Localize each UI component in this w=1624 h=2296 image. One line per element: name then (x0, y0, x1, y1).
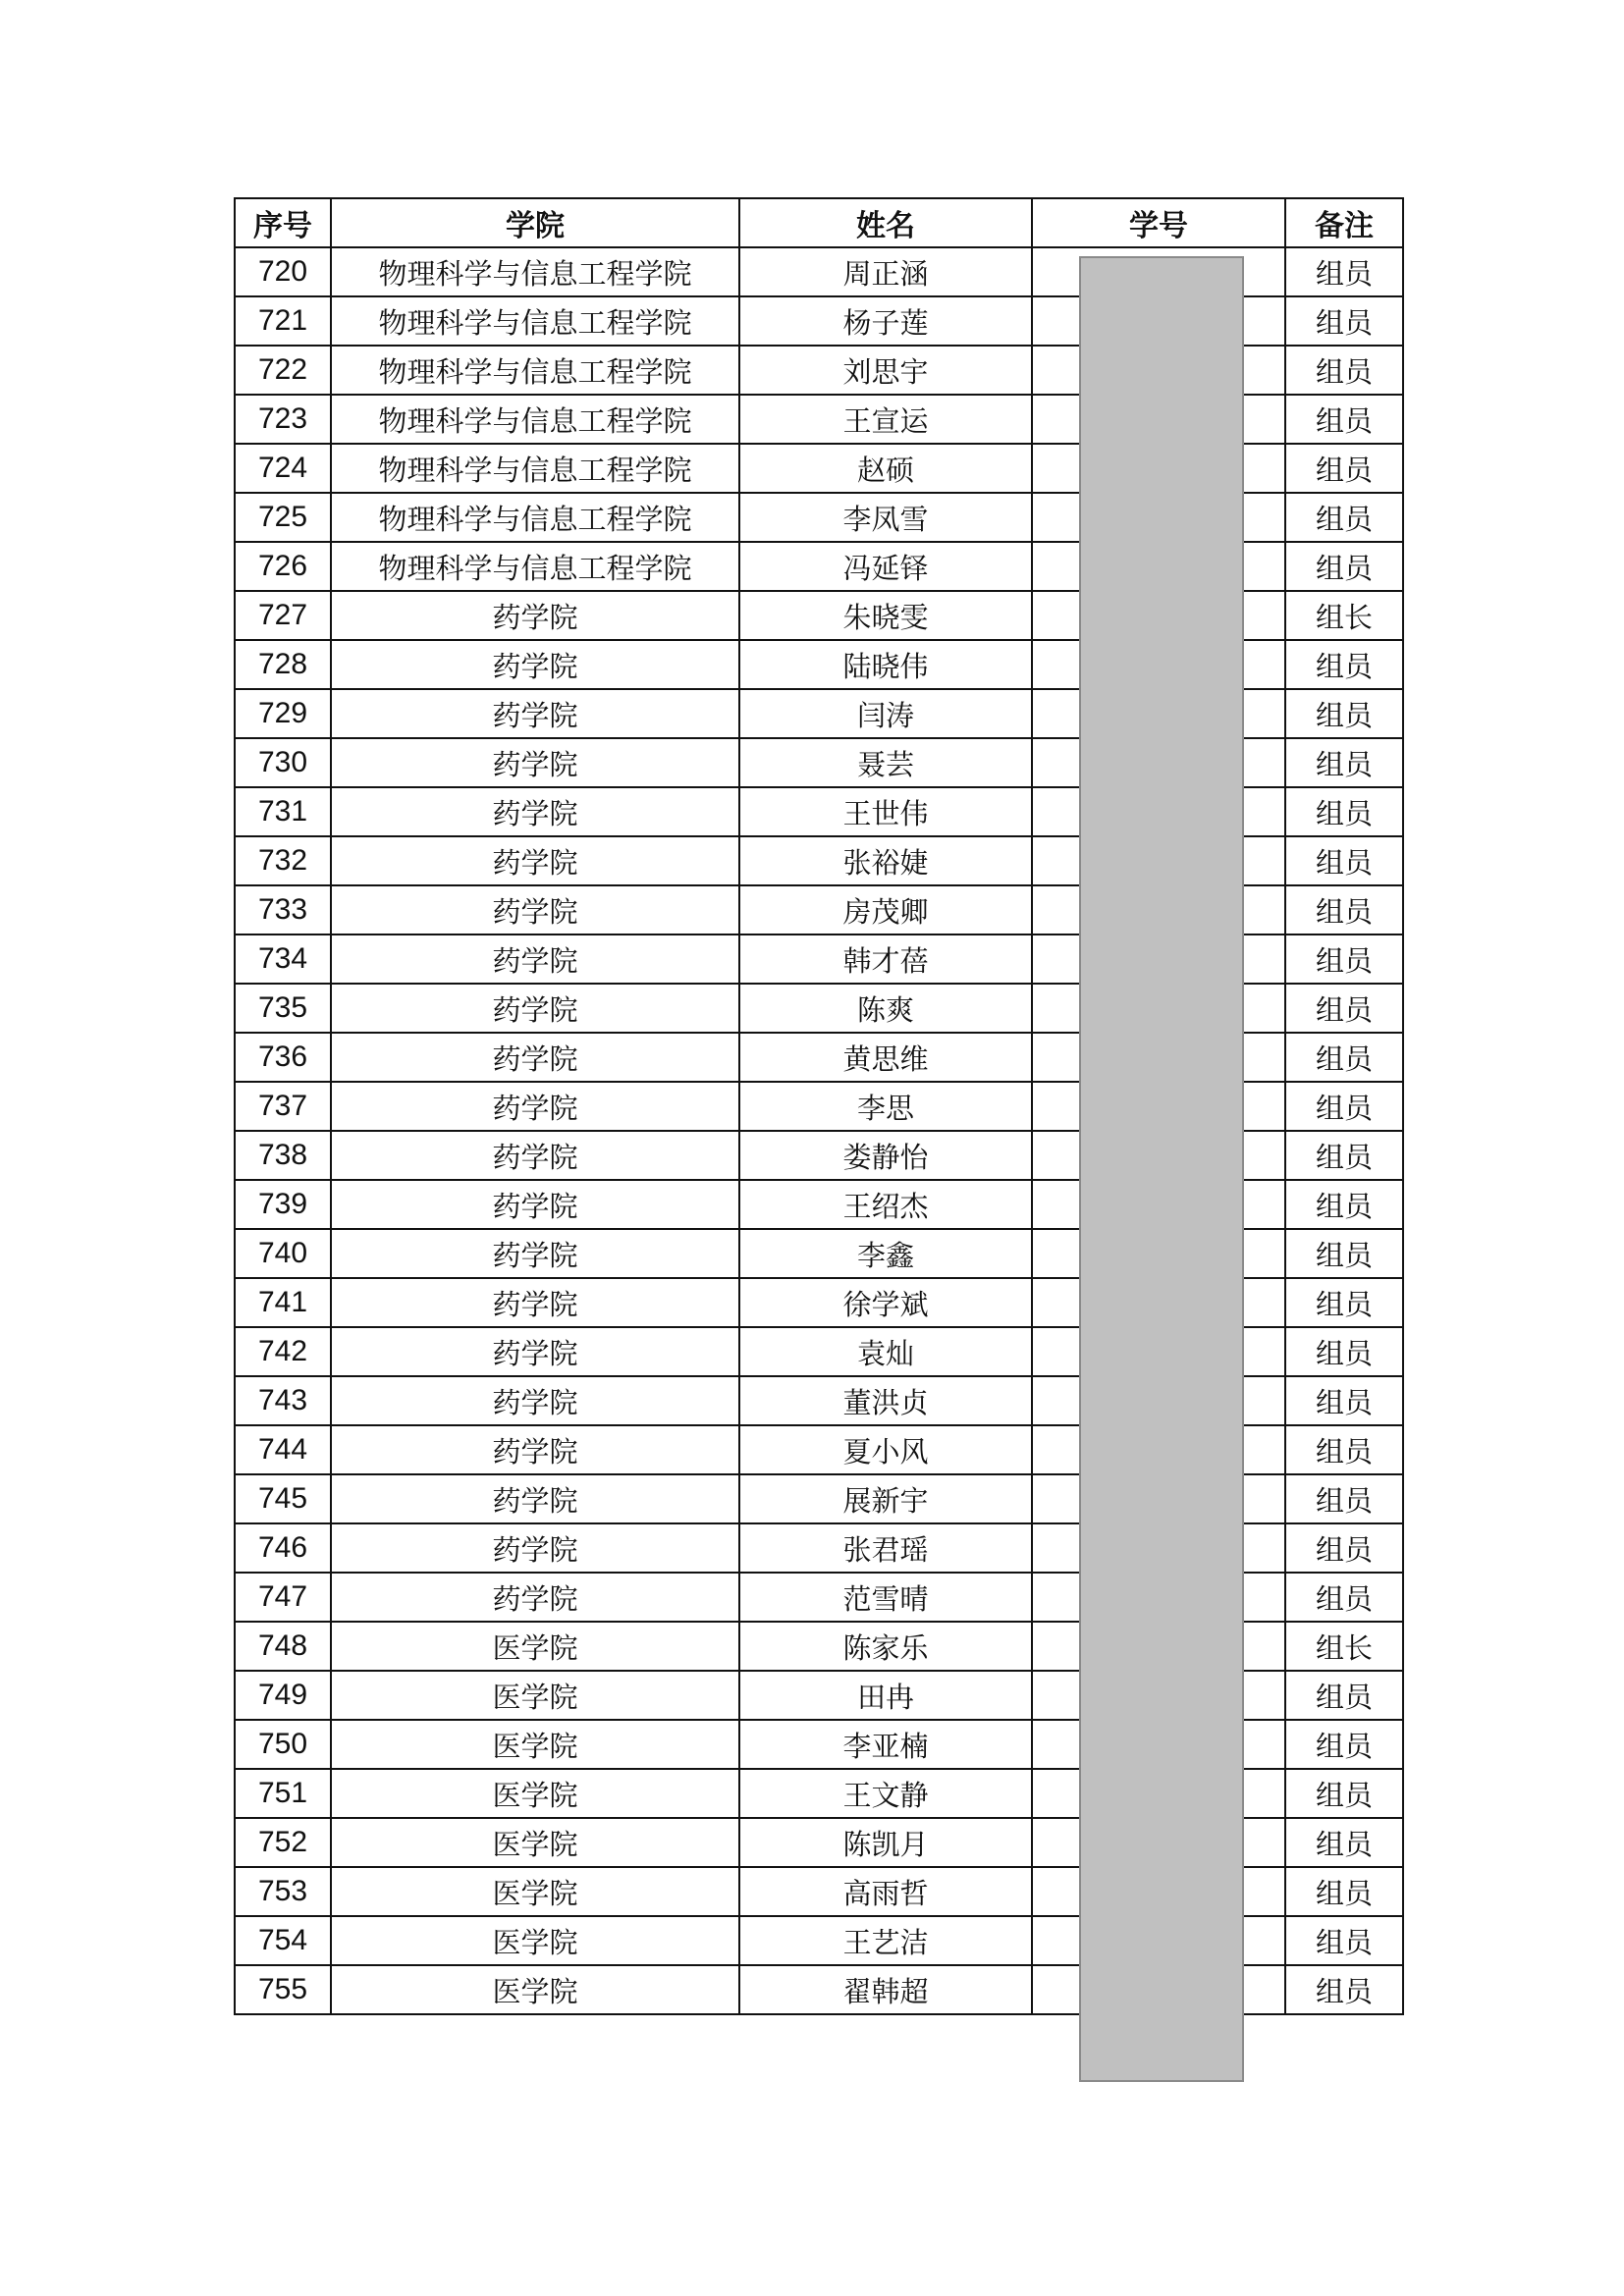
serial-number-cell: 754 (235, 1916, 331, 1965)
note-cell: 组员 (1285, 738, 1403, 787)
student-name-cell: 夏小风 (739, 1425, 1032, 1474)
serial-number-cell: 733 (235, 885, 331, 934)
student-name-cell: 周正涵 (739, 247, 1032, 296)
note-cell: 组员 (1285, 247, 1403, 296)
serial-number-cell: 725 (235, 493, 331, 542)
serial-number-cell: 734 (235, 934, 331, 984)
note-cell: 组员 (1285, 1523, 1403, 1573)
note-cell: 组员 (1285, 1916, 1403, 1965)
serial-number-cell: 746 (235, 1523, 331, 1573)
note-cell: 组员 (1285, 444, 1403, 493)
serial-number-cell: 728 (235, 640, 331, 689)
student-name-cell: 董洪贞 (739, 1376, 1032, 1425)
serial-number-cell: 723 (235, 395, 331, 444)
serial-number-cell: 732 (235, 836, 331, 885)
note-cell: 组员 (1285, 1965, 1403, 2014)
college-cell: 物理科学与信息工程学院 (331, 346, 739, 395)
note-cell: 组员 (1285, 1720, 1403, 1769)
serial-number-cell: 752 (235, 1818, 331, 1867)
college-cell: 医学院 (331, 1916, 739, 1965)
serial-number-cell: 726 (235, 542, 331, 591)
header-name: 姓名 (739, 198, 1032, 247)
student-name-cell: 韩才蓓 (739, 934, 1032, 984)
college-cell: 医学院 (331, 1965, 739, 2014)
student-name-cell: 展新宇 (739, 1474, 1032, 1523)
student-name-cell: 张君瑶 (739, 1523, 1032, 1573)
serial-number-cell: 741 (235, 1278, 331, 1327)
note-cell: 组员 (1285, 542, 1403, 591)
student-name-cell: 王文静 (739, 1769, 1032, 1818)
serial-number-cell: 744 (235, 1425, 331, 1474)
college-cell: 物理科学与信息工程学院 (331, 395, 739, 444)
college-cell: 药学院 (331, 1082, 739, 1131)
student-name-cell: 范雪晴 (739, 1573, 1032, 1622)
college-cell: 药学院 (331, 836, 739, 885)
student-name-cell: 赵硕 (739, 444, 1032, 493)
note-cell: 组员 (1285, 1180, 1403, 1229)
note-cell: 组员 (1285, 1818, 1403, 1867)
college-cell: 药学院 (331, 885, 739, 934)
student-name-cell: 闫涛 (739, 689, 1032, 738)
student-name-cell: 陈家乐 (739, 1622, 1032, 1671)
student-name-cell: 袁灿 (739, 1327, 1032, 1376)
student-name-cell: 房茂卿 (739, 885, 1032, 934)
student-name-cell: 李鑫 (739, 1229, 1032, 1278)
serial-number-cell: 720 (235, 247, 331, 296)
serial-number-cell: 736 (235, 1033, 331, 1082)
serial-number-cell: 753 (235, 1867, 331, 1916)
student-name-cell: 娄静怡 (739, 1131, 1032, 1180)
student-name-cell: 王绍杰 (739, 1180, 1032, 1229)
college-cell: 药学院 (331, 1327, 739, 1376)
note-cell: 组员 (1285, 1082, 1403, 1131)
note-cell: 组员 (1285, 493, 1403, 542)
note-cell: 组员 (1285, 1573, 1403, 1622)
college-cell: 物理科学与信息工程学院 (331, 296, 739, 346)
college-cell: 医学院 (331, 1622, 739, 1671)
student-id-redaction-block (1079, 256, 1244, 2082)
college-cell: 药学院 (331, 1573, 739, 1622)
college-cell: 药学院 (331, 1474, 739, 1523)
college-cell: 物理科学与信息工程学院 (331, 493, 739, 542)
note-cell: 组员 (1285, 787, 1403, 836)
serial-number-cell: 742 (235, 1327, 331, 1376)
college-cell: 药学院 (331, 984, 739, 1033)
note-cell: 组员 (1285, 395, 1403, 444)
serial-number-cell: 739 (235, 1180, 331, 1229)
college-cell: 药学院 (331, 640, 739, 689)
serial-number-cell: 727 (235, 591, 331, 640)
student-name-cell: 翟韩超 (739, 1965, 1032, 2014)
student-name-cell: 王宣运 (739, 395, 1032, 444)
serial-number-cell: 751 (235, 1769, 331, 1818)
student-name-cell: 冯延铎 (739, 542, 1032, 591)
note-cell: 组员 (1285, 934, 1403, 984)
serial-number-cell: 737 (235, 1082, 331, 1131)
note-cell: 组员 (1285, 885, 1403, 934)
student-name-cell: 陆晓伟 (739, 640, 1032, 689)
student-name-cell: 杨子莲 (739, 296, 1032, 346)
student-name-cell: 刘思宇 (739, 346, 1032, 395)
serial-number-cell: 747 (235, 1573, 331, 1622)
note-cell: 组员 (1285, 1278, 1403, 1327)
college-cell: 药学院 (331, 1131, 739, 1180)
student-name-cell: 王世伟 (739, 787, 1032, 836)
note-cell: 组员 (1285, 1671, 1403, 1720)
college-cell: 医学院 (331, 1720, 739, 1769)
note-cell: 组员 (1285, 1376, 1403, 1425)
college-cell: 药学院 (331, 1523, 739, 1573)
serial-number-cell: 721 (235, 296, 331, 346)
serial-number-cell: 735 (235, 984, 331, 1033)
college-cell: 物理科学与信息工程学院 (331, 444, 739, 493)
college-cell: 医学院 (331, 1769, 739, 1818)
header-college: 学院 (331, 198, 739, 247)
serial-number-cell: 740 (235, 1229, 331, 1278)
note-cell: 组员 (1285, 689, 1403, 738)
serial-number-cell: 755 (235, 1965, 331, 2014)
student-name-cell: 黄思维 (739, 1033, 1032, 1082)
serial-number-cell: 738 (235, 1131, 331, 1180)
college-cell: 医学院 (331, 1671, 739, 1720)
table-header (235, 198, 1403, 247)
student-name-cell: 李凤雪 (739, 493, 1032, 542)
student-name-cell: 陈爽 (739, 984, 1032, 1033)
student-name-cell: 李思 (739, 1082, 1032, 1131)
serial-number-cell: 745 (235, 1474, 331, 1523)
student-name-cell: 徐学斌 (739, 1278, 1032, 1327)
college-cell: 物理科学与信息工程学院 (331, 247, 739, 296)
note-cell: 组员 (1285, 1474, 1403, 1523)
student-name-cell: 田冉 (739, 1671, 1032, 1720)
note-cell: 组员 (1285, 1033, 1403, 1082)
note-cell: 组员 (1285, 984, 1403, 1033)
note-cell: 组员 (1285, 1131, 1403, 1180)
college-cell: 药学院 (331, 591, 739, 640)
note-cell: 组长 (1285, 1622, 1403, 1671)
note-cell: 组员 (1285, 640, 1403, 689)
college-cell: 医学院 (331, 1867, 739, 1916)
college-cell: 药学院 (331, 1376, 739, 1425)
student-name-cell: 李亚楠 (739, 1720, 1032, 1769)
college-cell: 药学院 (331, 738, 739, 787)
header-student-id: 学号 (1032, 198, 1285, 247)
college-cell: 物理科学与信息工程学院 (331, 542, 739, 591)
note-cell: 组员 (1285, 1229, 1403, 1278)
serial-number-cell: 748 (235, 1622, 331, 1671)
note-cell: 组员 (1285, 1327, 1403, 1376)
header-serial-number: 序号 (235, 198, 331, 247)
college-cell: 药学院 (331, 934, 739, 984)
note-cell: 组长 (1285, 591, 1403, 640)
college-cell: 药学院 (331, 1180, 739, 1229)
serial-number-cell: 750 (235, 1720, 331, 1769)
serial-number-cell: 724 (235, 444, 331, 493)
serial-number-cell: 729 (235, 689, 331, 738)
serial-number-cell: 731 (235, 787, 331, 836)
college-cell: 药学院 (331, 1033, 739, 1082)
note-cell: 组员 (1285, 346, 1403, 395)
serial-number-cell: 749 (235, 1671, 331, 1720)
header-note: 备注 (1285, 198, 1403, 247)
college-cell: 药学院 (331, 1425, 739, 1474)
student-name-cell: 王艺洁 (739, 1916, 1032, 1965)
college-cell: 药学院 (331, 1229, 739, 1278)
college-cell: 药学院 (331, 787, 739, 836)
note-cell: 组员 (1285, 836, 1403, 885)
student-name-cell: 聂芸 (739, 738, 1032, 787)
student-name-cell: 张裕婕 (739, 836, 1032, 885)
student-name-cell: 朱晓雯 (739, 591, 1032, 640)
note-cell: 组员 (1285, 1425, 1403, 1474)
header-row (235, 198, 1403, 247)
college-cell: 药学院 (331, 689, 739, 738)
student-name-cell: 陈凯月 (739, 1818, 1032, 1867)
serial-number-cell: 730 (235, 738, 331, 787)
student-name-cell: 高雨哲 (739, 1867, 1032, 1916)
college-cell: 药学院 (331, 1278, 739, 1327)
serial-number-cell: 743 (235, 1376, 331, 1425)
note-cell: 组员 (1285, 1867, 1403, 1916)
college-cell: 医学院 (331, 1818, 739, 1867)
serial-number-cell: 722 (235, 346, 331, 395)
note-cell: 组员 (1285, 1769, 1403, 1818)
note-cell: 组员 (1285, 296, 1403, 346)
